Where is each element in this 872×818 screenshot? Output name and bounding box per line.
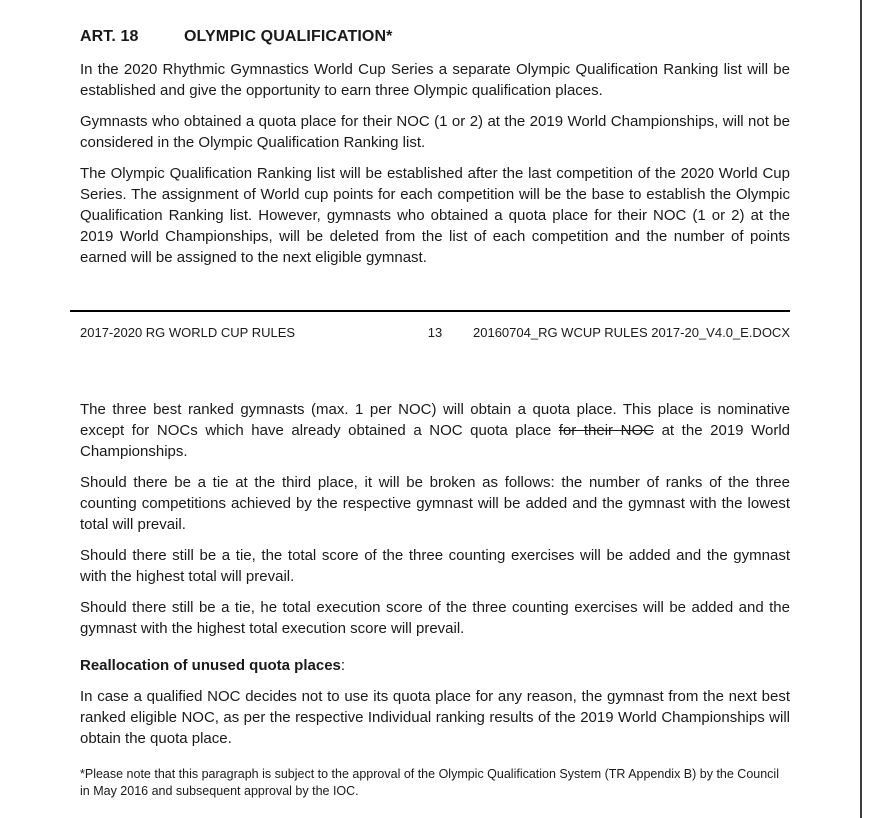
quota-text-before: The three best ranked gymnasts (max. 1 per NOC) will obtain a quota place. This place is nominative except for NOCs which have already obtained a NOC quota place [80, 401, 790, 439]
paragraph-gymnasts-quota: Gymnasts who obtained a quota place for their NOC (1 or 2) at the 2019 World Championships, will not be considered in the Olympic Qualification Ranking list. [80, 113, 790, 151]
article-number: ART. 18 [80, 28, 139, 45]
footer-page-number: 13 [427, 325, 443, 340]
page-edge-line [860, 0, 862, 818]
paragraph-tie-total-score: Should there still be a tie, the total score of the three counting exercises will be added and the gymnast with the highest total will prevail. [80, 547, 790, 585]
paragraph-ranking-list: The Olympic Qualification Ranking list will be established after the last competition of the 2020 World Cup Series. The assignment of World cup points for each competition will be the base to establish the Olympic Qualification Ranking list. However, gymnasts who obtained a quota place for their NOC (1 or 2) at the 2019 World Championships, will be deleted from the list of each competition and the number of points earned will be assigned to the next eligible gymnast. [80, 165, 790, 266]
quota-text-after: at the 2019 World Championships. [80, 422, 790, 460]
reallocation-heading-bold: Reallocation of unused quota places [80, 657, 341, 674]
article-title: OLYMPIC QUALIFICATION* [184, 28, 393, 45]
article-heading [80, 28, 790, 46]
footer-file-name: 20160704_RG WCUP RULES 2017-20_V4.0_E.DOCX [473, 325, 790, 340]
document-page [80, 28, 790, 800]
footer-divider [70, 310, 790, 312]
paragraph-quota-place [80, 399, 790, 462]
paragraph-tie-execution-score: Should there still be a tie, he total execution score of the three counting exercises will be added and the gymnast with the highest total execution score will prevail. [80, 599, 790, 637]
paragraph-tie-third-place: Should there be a tie at the third place, it will be broken as follows: the number of ranks of the three counting competitions achieved by the respective gymnast will be added and the gymnast with the lowest total will prevail. [80, 474, 790, 533]
reallocation-heading [80, 655, 790, 676]
paragraph-reallocation: In case a qualified NOC decides not to use its quota place for any reason, the gymnast from the next best ranked eligible NOC, as per the respective Individual ranking results of the 2019 World Championships will obtain the quota place. [80, 688, 790, 747]
footnote-approval: *Please note that this paragraph is subject to the approval of the Olympic Qualification System (TR Appendix B) by the Council in May 2016 and subsequent approval by the IOC. [80, 767, 779, 798]
paragraph-world-cup-series: In the 2020 Rhythmic Gymnastics World Cup Series a separate Olympic Qualification Ranking list will be established and give the opportunity to earn three Olympic qualification places. [80, 61, 790, 99]
struck-text: for their NOC [558, 422, 654, 439]
footer-document-title: 2017-2020 RG WORLD CUP RULES [80, 325, 296, 340]
reallocation-heading-colon: : [340, 657, 346, 674]
page-footer [80, 310, 790, 340]
footer-row [80, 325, 790, 340]
